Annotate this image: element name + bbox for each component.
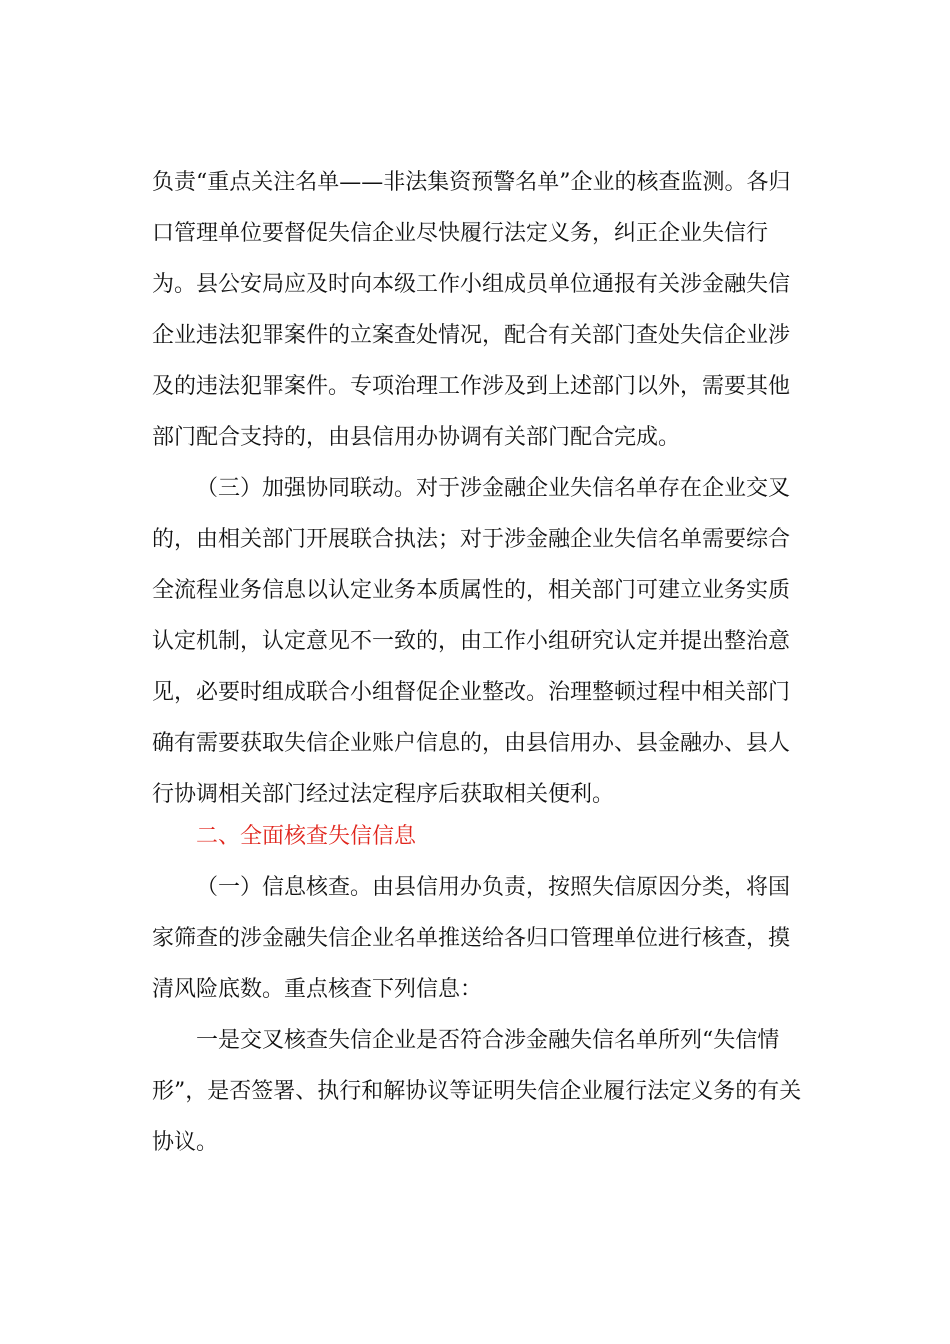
paragraph-coordination: （三）加强协同联动。对于涉金融企业失信名单存在企业交叉的，由相关部门开展联合执法；对于涉金融企业失信名单需要综合全流程业务信息以认定业务本质属性的，相关部门可建立业务实质认定机制，认定意见不一致的，由工作小组研究认定并提出整治意见，必要时组成联合小组督促企业整改。治理整顿过程中相关部门确有需要获取失信企业账户信息的，由县信用办、县金融办、县人行协调相关部门经过法定程序后获取相关便利。	[152, 476, 791, 807]
paragraph-cross-check: 一是交叉核查失信企业是否符合涉金融失信名单所列“失信情形”，是否签署、执行和解协议等证明失信企业履行法定义务的有关协议。	[152, 1028, 802, 1155]
paragraph-responsibilities: 负责“重点关注名单——非法集资预警名单”企业的核查监测。各归口管理单位要督促失信企业尽快履行法定义务，纠正企业失信行为。县公安局应及时向本级工作小组成员单位通报有关涉金融失信企业违法犯罪案件的立案查处情况，配合有关部门查处失信企业涉及的违法犯罪案件。专项治理工作涉及到上述部门以外，需要其他部门配合支持的，由县信用办协调有关部门配合完成。	[152, 170, 791, 450]
paragraph-information-check: （一）信息核查。由县信用办负责，按照失信原因分类，将国家筛查的涉金融失信企业名单推送给各归口管理单位进行核查，摸清风险底数。重点核查下列信息：	[152, 875, 791, 1002]
section-heading-verification: 二、全面核查失信信息	[196, 824, 417, 849]
